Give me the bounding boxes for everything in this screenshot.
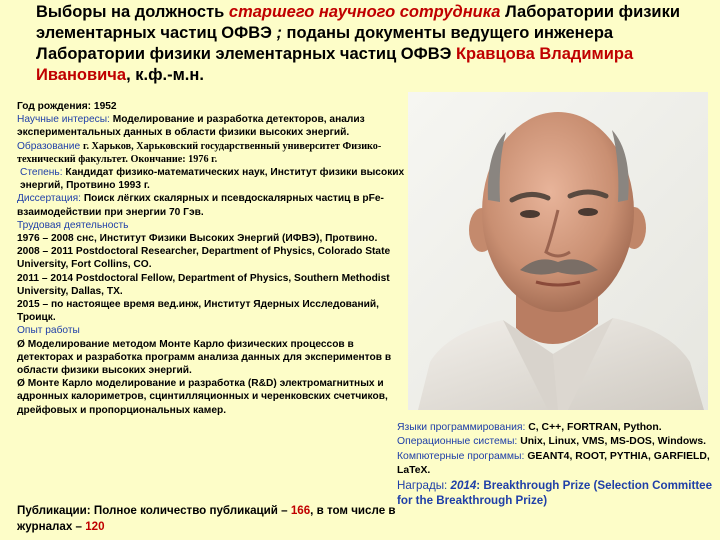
degree: Степень: Кандидат физико-математических наук, Институт физики высоких энергий, Протвино 1993 г. <box>20 167 405 192</box>
career-heading: Трудовая деятельность <box>17 219 129 231</box>
position-name: старшего научного сотрудника <box>228 3 501 21</box>
dissertation: Диссертация: Поиск лёгких скалярных и псевдоскалярных частиц в pFe-взаимодействии при энергии 70 Гэв. <box>17 193 384 218</box>
career-item: 1976 – 2008 снс, Институт Физики Высоких Энергий (ИФВЭ), Протвино. <box>17 233 378 245</box>
publications-summary: Публикации: Полное количество публикаций – 166, в том числе в журналах – 120 <box>17 504 396 533</box>
career-item: 2008 – 2011 Postdoctoral Researcher, Department of Physics, Colorado State University, Fort Collins, CO. <box>17 246 391 271</box>
experience-item: Ø Монте Карло моделирование и разработка (R&D) электромагнитных и адронных калориметров, сцинтилляционных и черенковских счетчиков, дрейфовых и пропорциональных камер. <box>17 378 388 416</box>
education: Образование г. Харьков, Харьковский государственный университет Физико-технический факультет. Окончание: 1976 г. <box>17 140 382 165</box>
publications-journals: 120 <box>85 520 105 533</box>
career-item: 2011 – 2014 Postdoctoral Fellow, Department of Physics, Southern Methodist University, Dallas, TX. <box>17 272 390 297</box>
portrait-photo <box>408 92 708 410</box>
page-title: Выборы на должность старшего научного сотрудника Лаборатории физики элементарных частиц ОФВЭ ; поданы документы ведущего инженера Лаборатории физики элементарных частиц ОФВЭ Кравцова Владимира Ивановича, к.ф.-м.н. <box>36 3 680 84</box>
portrait-illustration <box>408 92 708 410</box>
operating-systems: Операционные системы: Unix, Linux, VMS, MS-DOS, Windows. <box>397 436 706 448</box>
candidate-name: Кравцова Владимира Ивановича <box>36 45 634 84</box>
experience-heading: Опыт работы <box>17 325 80 337</box>
birth-year: Год рождения: 1952 <box>17 101 117 112</box>
career-item: 2015 – по настоящее время вед.инж, Институт Ядерных Исследований, Троицк. <box>17 299 379 324</box>
experience-item: Ø Моделирование методом Монте Карло физических процессов в детекторах и разработка программ анализа данных для экспериментов в области физики высоких энергий. <box>17 338 392 377</box>
software: Компютерные программы: GEANT4, ROOT, PYTHIA, GARFIELD, LaTeX. <box>397 450 710 476</box>
research-interests: Научные интересы: Моделирование и разработка детекторов, анализ экспериментальных данных в области физики высоких энергий. <box>17 114 365 139</box>
biography <box>17 100 409 417</box>
skills-section <box>397 421 717 508</box>
publications-total: 166 <box>290 504 311 517</box>
programming-languages: Языки программирования: C, C++, FORTRAN, Python. <box>397 422 662 433</box>
awards: Награды: 2014: Breakthrough Prize (Selection Committee for the Breakthrough Prize) <box>397 479 713 508</box>
